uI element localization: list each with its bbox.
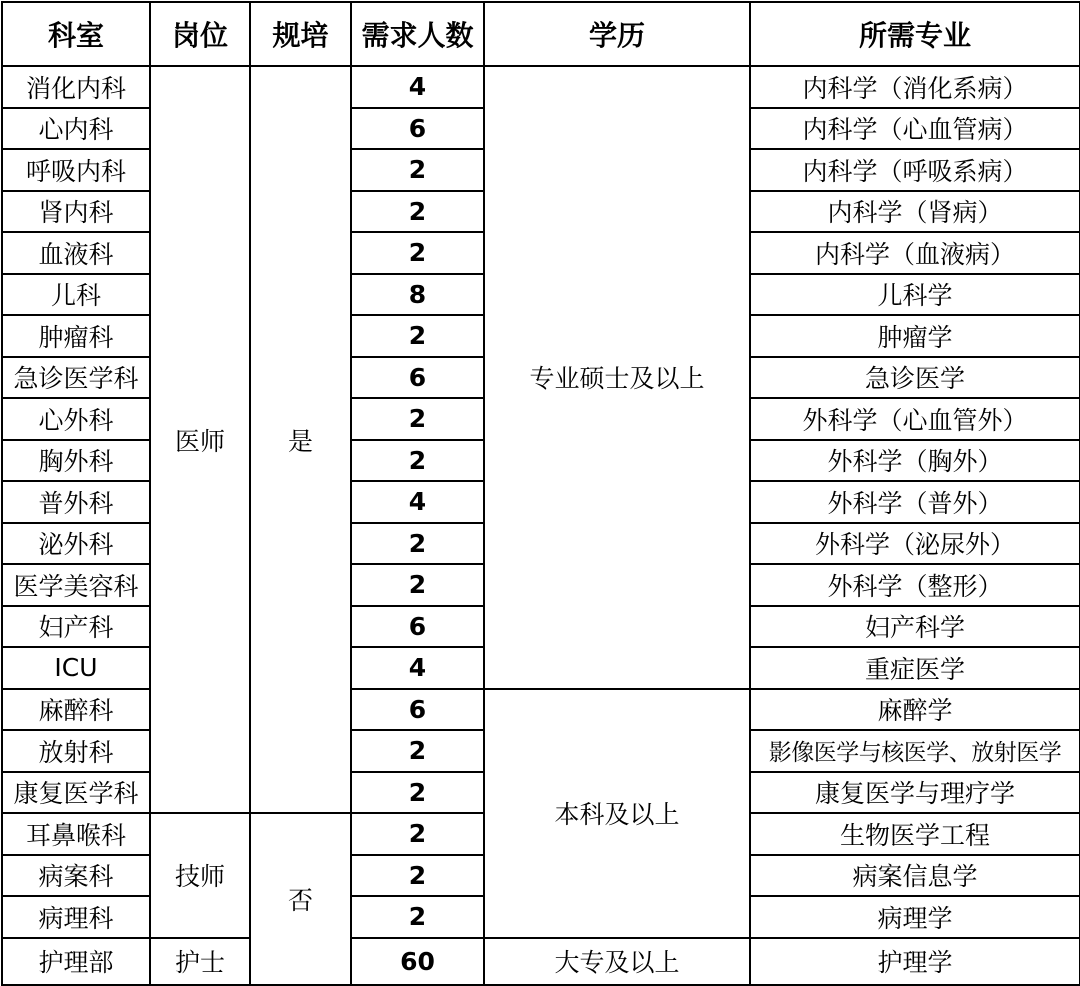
dept-cell: 泌外科 xyxy=(2,523,150,565)
header-position: 岗位 xyxy=(150,2,250,66)
count-cell: 2 xyxy=(351,772,484,814)
count-cell: 4 xyxy=(351,481,484,523)
major-cell: 内科学（肾病） xyxy=(750,191,1080,233)
count-cell: 2 xyxy=(351,398,484,440)
training-no-cell: 否 xyxy=(250,813,351,985)
dept-cell: ICU xyxy=(2,647,150,689)
major-cell: 急诊医学 xyxy=(750,357,1080,399)
major-cell: 外科学（整形） xyxy=(750,564,1080,606)
major-cell: 影像医学与核医学、放射医学 xyxy=(750,730,1080,772)
major-cell: 外科学（胸外） xyxy=(750,440,1080,482)
count-cell: 60 xyxy=(351,938,484,985)
table-row xyxy=(2,938,1080,985)
position-doctor-cell: 医师 xyxy=(150,66,250,813)
count-cell: 2 xyxy=(351,730,484,772)
count-cell: 2 xyxy=(351,440,484,482)
edu-bachelor-cell: 本科及以上 xyxy=(484,689,750,938)
count-cell: 2 xyxy=(351,564,484,606)
major-cell: 病案信息学 xyxy=(750,855,1080,897)
major-cell: 外科学（普外） xyxy=(750,481,1080,523)
major-cell: 外科学（泌尿外） xyxy=(750,523,1080,565)
major-cell: 重症医学 xyxy=(750,647,1080,689)
dept-cell: 护理部 xyxy=(2,938,150,985)
count-cell: 2 xyxy=(351,149,484,191)
count-cell: 4 xyxy=(351,647,484,689)
dept-cell: 麻醉科 xyxy=(2,689,150,731)
major-cell: 内科学（呼吸系病） xyxy=(750,149,1080,191)
major-cell: 儿科学 xyxy=(750,274,1080,316)
count-cell: 2 xyxy=(351,896,484,938)
count-cell: 6 xyxy=(351,606,484,648)
dept-cell: 耳鼻喉科 xyxy=(2,813,150,855)
training-yes-cell: 是 xyxy=(250,66,351,813)
dept-cell: 急诊医学科 xyxy=(2,357,150,399)
count-cell: 2 xyxy=(351,232,484,274)
count-cell: 6 xyxy=(351,357,484,399)
dept-cell: 呼吸内科 xyxy=(2,149,150,191)
edu-college-cell: 大专及以上 xyxy=(484,938,750,985)
dept-cell: 病案科 xyxy=(2,855,150,897)
dept-cell: 医学美容科 xyxy=(2,564,150,606)
count-cell: 4 xyxy=(351,66,484,108)
dept-cell: 普外科 xyxy=(2,481,150,523)
dept-cell: 心内科 xyxy=(2,108,150,150)
major-cell: 护理学 xyxy=(750,938,1080,985)
header-count: 需求人数 xyxy=(351,2,484,66)
header-dept: 科室 xyxy=(2,2,150,66)
dept-cell: 胸外科 xyxy=(2,440,150,482)
dept-cell: 血液科 xyxy=(2,232,150,274)
major-cell: 妇产科学 xyxy=(750,606,1080,648)
header-training: 规培 xyxy=(250,2,351,66)
dept-cell: 妇产科 xyxy=(2,606,150,648)
count-cell: 8 xyxy=(351,274,484,316)
table-row xyxy=(2,66,1080,108)
header-education: 学历 xyxy=(484,2,750,66)
position-nurse-cell: 护士 xyxy=(150,938,250,985)
dept-cell: 肿瘤科 xyxy=(2,315,150,357)
count-cell: 2 xyxy=(351,191,484,233)
major-cell: 生物医学工程 xyxy=(750,813,1080,855)
major-cell: 内科学（心血管病） xyxy=(750,108,1080,150)
dept-cell: 肾内科 xyxy=(2,191,150,233)
major-cell: 肿瘤学 xyxy=(750,315,1080,357)
major-cell: 外科学（心血管外） xyxy=(750,398,1080,440)
dept-cell: 康复医学科 xyxy=(2,772,150,814)
major-cell: 内科学（消化系病） xyxy=(750,66,1080,108)
header-row xyxy=(2,2,1080,66)
count-cell: 2 xyxy=(351,813,484,855)
count-cell: 2 xyxy=(351,315,484,357)
edu-master-cell: 专业硕士及以上 xyxy=(484,66,750,689)
dept-cell: 儿科 xyxy=(2,274,150,316)
position-technician-cell: 技师 xyxy=(150,813,250,938)
dept-cell: 病理科 xyxy=(2,896,150,938)
dept-cell: 心外科 xyxy=(2,398,150,440)
count-cell: 2 xyxy=(351,855,484,897)
dept-cell: 消化内科 xyxy=(2,66,150,108)
count-cell: 6 xyxy=(351,689,484,731)
major-cell: 内科学（血液病） xyxy=(750,232,1080,274)
count-cell: 6 xyxy=(351,108,484,150)
major-cell: 麻醉学 xyxy=(750,689,1080,731)
dept-cell: 放射科 xyxy=(2,730,150,772)
count-cell: 2 xyxy=(351,523,484,565)
major-cell: 病理学 xyxy=(750,896,1080,938)
recruitment-table xyxy=(1,1,1080,986)
major-cell: 康复医学与理疗学 xyxy=(750,772,1080,814)
header-major: 所需专业 xyxy=(750,2,1080,66)
